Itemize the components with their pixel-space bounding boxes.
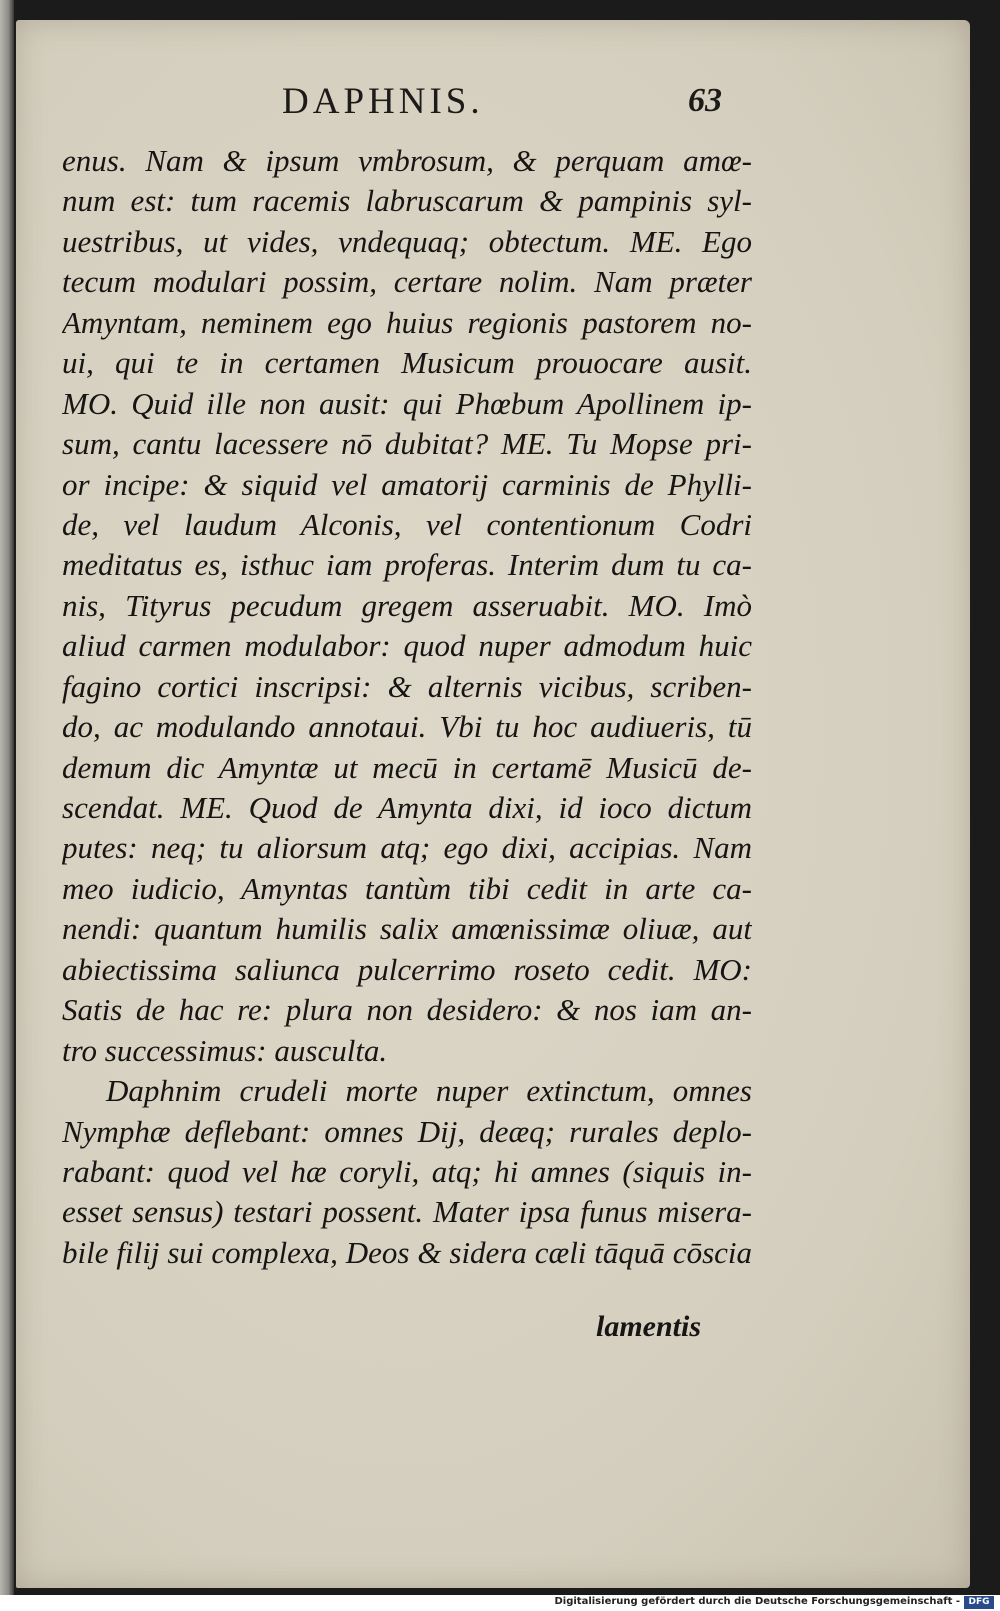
text-line: rabant: quod vel hæ coryli, atq; hi amnes (siquis in- [62,1153,752,1189]
text-line: nendi: quantum humilis salix amœnissimæ oliuæ, aut [62,911,752,947]
text-line: abiectissima saliunca pulcerrimo roseto cedit. MO: [62,951,752,987]
text-line: demum dic Amyntæ ut mecū in certamē Musicū de- [62,749,752,785]
binding-edge [0,0,14,1595]
text-line: scendat. ME. Quod de Amynta dixi, id ioco dictum [62,790,752,825]
text-line: nis, Tityrus pecudum gregem asseruabit. MO. Imò [62,587,752,623]
body-text [62,141,752,1273]
text-line: MO. Quid ille non ausit: qui Phœbum Apollinem ip- [62,385,752,421]
text-line: num est: tum racemis labruscarum & pampinis syl- [62,183,752,219]
text-line: esset sensus) testari possent. Mater ipsa funus misera- [62,1194,752,1230]
text-line: do, ac modulando annotaui. Vbi tu hoc audiueris, tū [62,709,752,745]
text-line: uestribus, ut vides, vndequaq; obtectum. ME. Ego [62,223,752,259]
footer-credit: Digitalisierung gefördert durch die Deutsche Forschungsgemeinschaft - [554,1596,960,1607]
text-line: or incipe: & siquid vel amatorij carminis de Phylli- [62,466,752,502]
book-page [16,20,970,1588]
running-title: DAPHNIS. [282,81,484,122]
text-line: fagino cortici inscripsi: & alternis vicibus, scriben- [62,668,752,704]
text-line: tro successimus: ausculta. [62,1032,388,1068]
text-line: Daphnim crudeli morte nuper extinctum, omnes [106,1073,752,1109]
text-line: tecum modulari possim, certare nolim. Nam præter [62,264,752,300]
text-line: aliud carmen modulabor: quod nuper admodum huic [62,628,752,664]
footer-bar [0,1595,1000,1611]
text-line: sum, cantu lacessere nō dubitat? ME. Tu Mopse pri- [62,426,752,462]
catchword: lamentis [596,1310,702,1343]
text-line: enus. Nam & ipsum vmbrosum, & perquam amœ- [62,143,752,178]
text-line: de, vel laudum Alconis, vel contentionum Codri [62,506,752,542]
text-line: Nymphæ deflebant: omnes Dij, deæq; rurales deplo- [62,1113,752,1149]
text-line: Amyntam, neminem ego huius regionis pastorem no- [62,304,752,340]
text-line: putes: neq; tu aliorsum atq; ego dixi, accipias. Nam [62,830,752,866]
text-line: meo iudicio, Amyntas tantùm tibi cedit in arte ca- [62,870,752,906]
page-header [16,80,970,140]
page-number: 63 [688,82,722,119]
text-line: meditatus es, isthuc iam proferas. Interim dum tu ca- [62,547,752,583]
text-line: Satis de hac re: plura non desidero: & nos iam an- [62,992,752,1028]
dfg-logo-icon: DFG [964,1596,994,1609]
text-line: ui, qui te in certamen Musicum prouocare ausit. [62,345,752,381]
text-line: bile filij sui complexa, Deos & sidera cæli tāquā cōscia [62,1234,752,1270]
